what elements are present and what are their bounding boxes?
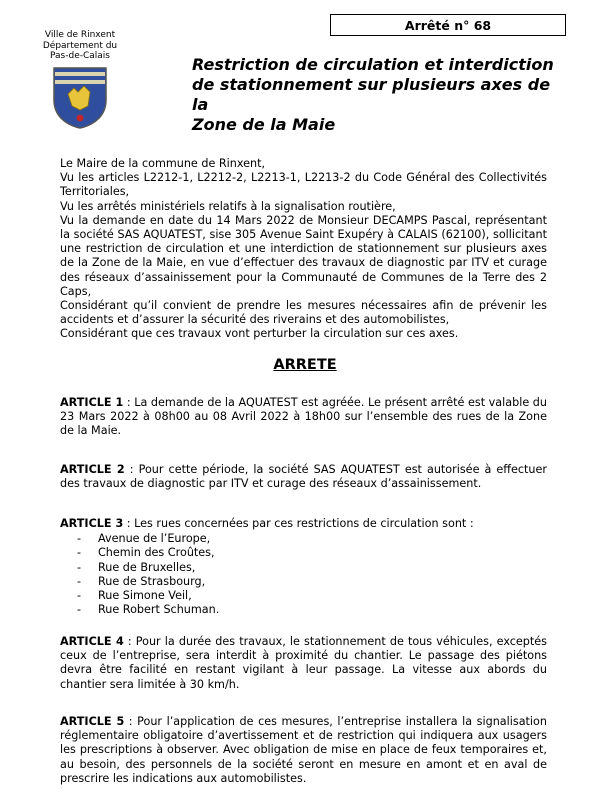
article-label: ARTICLE 2 (60, 463, 125, 476)
title-line: de stationnement sur plusieurs axes de la (192, 75, 551, 114)
list-item: - Rue de Strasbourg, (60, 575, 547, 589)
article-1 (60, 396, 547, 439)
article-label: ARTICLE 3 (60, 517, 124, 530)
list-item: - Avenue de l’Europe, (60, 532, 547, 546)
decree-number-box (330, 14, 566, 36)
article-5 (60, 715, 547, 786)
preamble-line: Vu la demande en date du 14 Mars 2022 de Monsieur DECAMPS Pascal, représentant la société SAS AQUATEST, sise 305 Avenue Saint Exupéry à CALAIS (62100), sollicitant une restriction de circulation et une interdiction de stationnement sur plusieurs axes de la Zone de la Maie, en vue d’effectuer des travaux de diagnostic par ITV et curage des réseaux d’assainissement pour la Communauté de Communes de la Terre des 2 Caps, (60, 213, 547, 298)
list-item: - Rue Robert Schuman. (60, 603, 547, 617)
article-text: : La demande de la AQUATEST est agréée. Le présent arrêté est valable du 23 Mars 2022 à 08h00 au 08 Avril 2022 à 18h00 sur l’ensemble des rues de la Zone de la Maie. (60, 396, 548, 438)
title-line: Zone de la Maie (192, 115, 336, 134)
preamble-line: Le Maire de la commune de Rinxent, (60, 157, 266, 170)
coat-of-arms-icon (50, 64, 110, 130)
article-4 (60, 635, 547, 692)
article-label: ARTICLE 5 (60, 715, 125, 728)
street-list (60, 532, 547, 617)
article-text: : Pour la durée des travaux, le stationnement de tous véhicules, exceptés ceux de l’entreprise, sera interdit à proximité du chantier. Le passage des piétons devra être facilité en restant vigilant à leur passage. La vitesse aux abords du chantier sera limitée à 30 km/h. (60, 635, 547, 691)
preamble-line: Considérant que ces travaux vont perturber la circulation sur ces axes. (60, 327, 459, 341)
preamble-line: Vu les articles L2212-1, L2212-2, L2213-1, L2213-2 du Code Général des Collectivités Territoriales, (60, 171, 547, 199)
list-item: - Rue de Bruxelles, (60, 561, 547, 575)
article-label: ARTICLE 4 (60, 635, 124, 648)
issuer-department: Pas-de-Calais (50, 51, 110, 61)
list-item: - Rue Simone Veil, (60, 589, 547, 603)
article-text: : Pour l’application de ces mesures, l’entreprise installera la signalisation réglementaire obligatoire d’avertissement et de restriction qui indiquera aux usagers les prescriptions à observer. Avec obligation de mise en place de feux temporaires et, au besoin, des personnels de la société seront en mesure en amont et en aval de prescrire les indications aux automobilistes. (60, 715, 547, 785)
article-3 (60, 517, 547, 617)
preamble-line: Considérant qu’il convient de prendre les mesures nécessaires afin de prévenir les accidents et d’assurer la sécurité des riverains et des automobilistes, (60, 299, 547, 327)
title-line: Restriction de circulation et interdiction (192, 55, 554, 74)
decision-heading: ARRETE (273, 357, 337, 373)
list-item: - Chemin des Croûtes, (60, 546, 547, 560)
issuer-department-label: Département du (42, 40, 118, 51)
article-text: : Pour cette période, la société SAS AQUATEST est autorisée à effectuer des travaux de diagnostic par ITV et curage des réseaux d’assainissement. (60, 463, 548, 491)
article-label: ARTICLE 1 (60, 396, 124, 409)
decree-number: Arrêté n° 68 (404, 18, 492, 33)
preamble (60, 157, 547, 342)
article-text: : Les rues concernées par ces restrictions de circulation sont : (123, 517, 474, 530)
preamble-line: Vu les arrêtés ministériels relatifs à la signalisation routière, (60, 199, 396, 213)
document-title (192, 55, 562, 135)
issuer-block (30, 30, 130, 130)
issuer-city: Ville de Rinxent (44, 30, 116, 40)
article-2 (60, 463, 547, 491)
